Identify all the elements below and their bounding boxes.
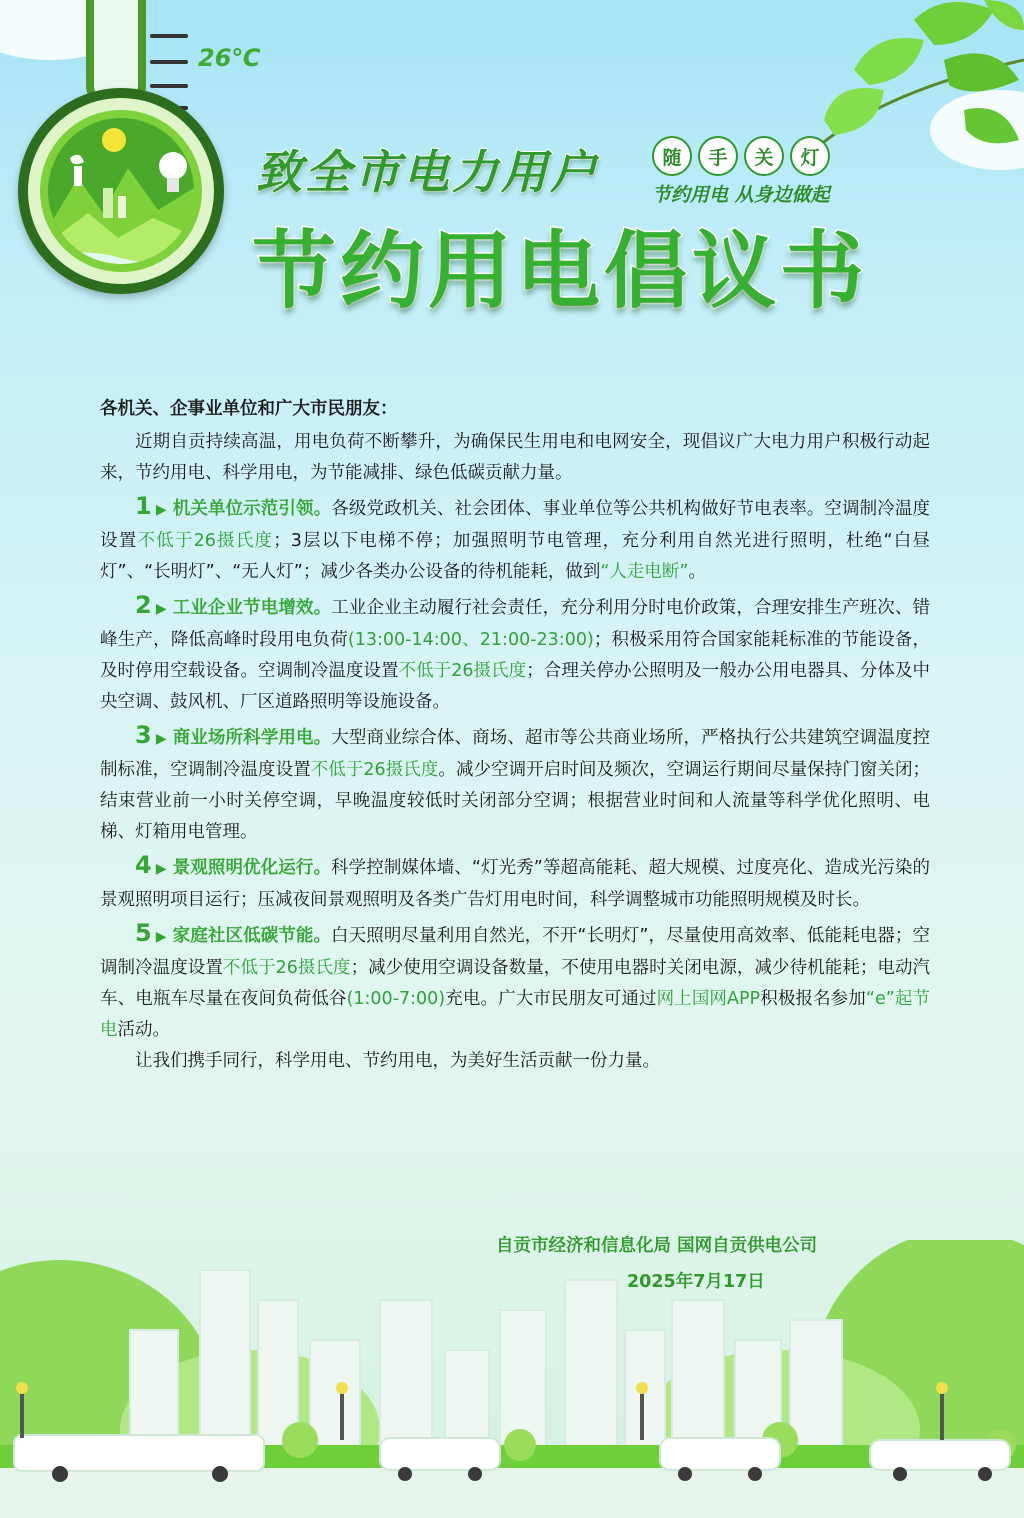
triangle-arrow-icon: ▶ [155, 601, 167, 617]
city-illustration [0, 1240, 1024, 1518]
eco-scene-illustration [48, 118, 194, 264]
item-text: 大型商业综合体、商场、超市等公共商业场所，严格执行公共建筑空调温度控制标准，空调制冷温度设置 [100, 728, 930, 780]
signature-date: 2025年7月17日 [627, 1272, 765, 1292]
item-heading: 机关单位示范引领。 [172, 499, 332, 519]
item-highlight: 不低于26摄氏度 [310, 760, 439, 780]
triangle-arrow-icon: ▶ [155, 502, 167, 518]
item-highlight: “人走电断” [600, 562, 689, 582]
title-subheading: 致全市电力用户 [256, 145, 599, 199]
slogan-circles [652, 136, 830, 176]
item-number: 5 [135, 919, 152, 947]
triangle-arrow-icon: ▶ [155, 861, 167, 877]
item-heading: 工业企业节电增效。 [172, 598, 332, 618]
item-highlight: “e”起节电 [100, 989, 931, 1040]
thermometer-bulb [18, 88, 224, 294]
item-text: 白天照明尽量利用自然光，不开“长明灯”，尽量使用高效率、低能耗电器；空调制冷温度设置 [100, 926, 930, 978]
item-highlight: 网上国网APP [656, 989, 761, 1009]
item-paragraph-3 [100, 720, 930, 848]
item-heading: 家庭社区低碳节能。 [172, 926, 332, 946]
item-highlight: 不低于26摄氏度 [398, 661, 527, 681]
slogan-char: 手 [698, 136, 738, 176]
item-number: 1 [135, 492, 152, 520]
sun-icon [102, 128, 126, 152]
slogan-subtitle: 节约用电 从身边做起 [652, 184, 830, 206]
item-text: ；积极采用符合国家能耗标准的节能设备，及时停用空载设备。空调制冷温度设置 [100, 630, 931, 681]
item-highlight: 不低于26摄氏度 [222, 958, 351, 978]
item-text: 充电。广大市民朋友可通过 [445, 989, 657, 1009]
slogan-char: 关 [744, 136, 784, 176]
car-icon [380, 1438, 500, 1470]
slogan-char: 灯 [790, 136, 830, 176]
suv-icon [870, 1440, 1010, 1470]
thermometer-tick [150, 34, 188, 38]
item-number: 2 [135, 591, 152, 619]
item-text: 。减少空调开启时间及频次，空调运行期间尽量保持门窗关闭；结束营业前一小时关停空调，早晚温度较低时关闭部分空调；根据营业时间和人流量等科学优化照明、电梯、灯箱用电管理。 [100, 760, 930, 842]
thermometer-tick [150, 60, 188, 64]
item-text: 各级党政机关、社会团体、事业单位等公共机构做好节电表率。空调制冷温度设置 [100, 499, 930, 551]
item-text: ；减少使用空调设备数量，不使用电器时关闭电源，减少待机能耗；电动汽车、电瓶车尽量在夜间负荷低谷 [100, 958, 930, 1009]
item-paragraph-4 [100, 850, 930, 916]
item-text: ；合理关停办公照明及一般办公用电器具、分体及中央空调、鼓风机、厂区道路照明等设施设备。 [100, 661, 931, 712]
item-paragraph-2 [100, 590, 930, 718]
item-number: 4 [135, 851, 152, 879]
intro-paragraph: 近期自贡持续高温，用电负荷不断攀升，为确保民生用电和电网安全，现倡议广大电力用户积极行动起来，节约用电、科学用电，为节能减排、绿色低碳贡献力量。 [100, 432, 930, 483]
signature: 自贡市经济和信息化局 国网自贡供电公司 [496, 1236, 818, 1256]
bus-icon [14, 1435, 264, 1471]
closing-paragraph: 让我们携手同行，科学用电、节约用电，为美好生活贡献一份力量。 [135, 1051, 660, 1071]
item-heading: 商业场所科学用电。 [172, 728, 332, 748]
page-title: 节约用电倡议书 [252, 222, 869, 320]
item-highlight: (1:00-7:00) [346, 989, 446, 1009]
item-text: 。 [688, 562, 706, 582]
thermometer-tick [150, 84, 188, 88]
item-text: 科学控制媒体墙、“灯光秀”等超高能耗、超大规模、过度亮化、造成光污染的景观照明项目运行；压减夜间景观照明及各类广告灯用电时间，科学调整城市功能照明规模及时长。 [100, 858, 930, 910]
item-highlight: (13:00-14:00、21:00-23:00) [347, 630, 594, 650]
item-text: ；3层以下电梯不停；加强照明节电管理，充分利用自然光进行照明，杜绝“白昼灯”、“长明灯”、“无人灯”；减少各类办公设备的待机能耗，做到 [100, 531, 931, 582]
item-number: 3 [135, 721, 152, 749]
triangle-arrow-icon: ▶ [155, 929, 167, 945]
item-paragraph-1 [100, 491, 930, 588]
temperature-label: 26℃ [198, 44, 261, 72]
item-heading: 景观照明优化运行。 [172, 858, 332, 878]
salutation: 各机关、企事业单位和广大市民朋友： [100, 399, 398, 419]
van-icon [660, 1438, 780, 1470]
lightbulb-icon [159, 152, 187, 180]
triangle-arrow-icon: ▶ [155, 731, 167, 747]
item-highlight: 不低于26摄氏度 [137, 531, 274, 551]
item-text: 积极报名参加 [760, 989, 866, 1009]
item-text: 工业企业主动履行社会责任，充分利用分时电价政策，合理安排生产班次、错峰生产，降低高峰时段用电负荷 [100, 598, 930, 650]
slogan-char: 随 [652, 136, 692, 176]
item-text: 活动。 [117, 1020, 170, 1040]
item-paragraph-5 [100, 918, 930, 1046]
letter-body [100, 394, 930, 1077]
